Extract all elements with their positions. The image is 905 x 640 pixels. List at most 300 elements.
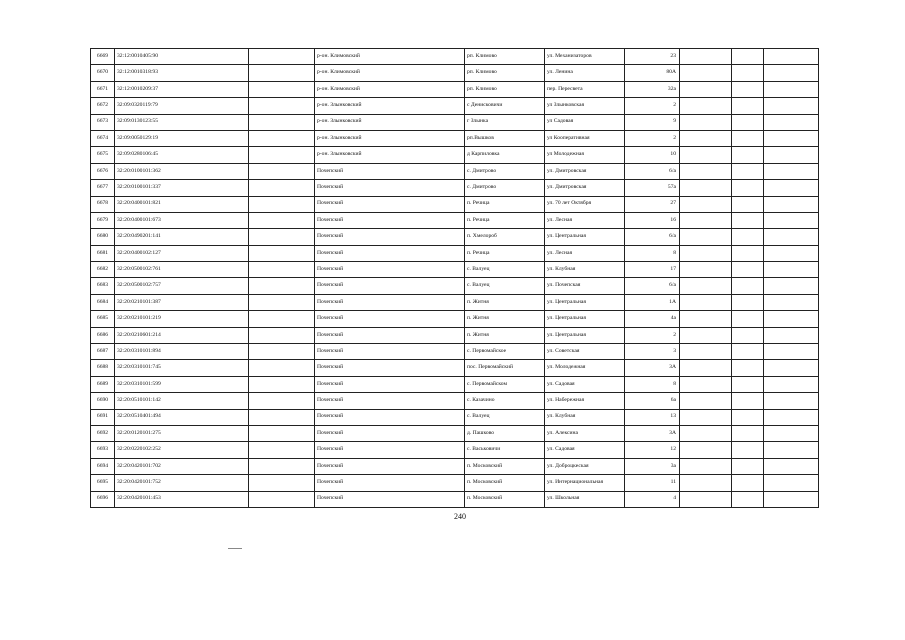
street: ул. Центральная [545,311,625,327]
blank-cell [680,212,732,228]
cadastral-number: 32:20:0120101:275 [115,425,249,441]
street: пер. Пересвета [545,81,625,97]
blank-cell [249,278,315,294]
blank-cell [764,278,819,294]
table-row [91,262,819,278]
blank-cell [732,114,764,130]
house-number: 11 [625,475,680,491]
row-number: 6693 [91,442,115,458]
cadastral-number: 32:20:0310101:599 [115,376,249,392]
cadastral-number: 32:20:0510401:494 [115,409,249,425]
cadastral-number: 32:20:0210601:214 [115,327,249,343]
district: Почепский [315,475,465,491]
cadastral-number: 32:20:0310101:745 [115,360,249,376]
house-number: 4 [625,491,680,507]
row-number: 6696 [91,491,115,507]
table-row [91,475,819,491]
settlement: д. Пашково [465,425,545,441]
table-row [91,491,819,507]
house-number: 2 [625,98,680,114]
house-number: 27 [625,196,680,212]
blank-cell [249,327,315,343]
district: Почепский [315,491,465,507]
blank-cell [680,98,732,114]
district: Почепский [315,458,465,474]
settlement: рп. Климово [465,81,545,97]
blank-cell [249,212,315,228]
blank-cell [764,196,819,212]
house-number: 8 [625,245,680,261]
blank-cell [680,278,732,294]
street: ул. Механизаторов [545,49,625,65]
blank-cell [249,245,315,261]
district: Почепский [315,294,465,310]
cadastral-number: 32:20:0500102:757 [115,278,249,294]
blank-cell [732,327,764,343]
street: ул. Школьная [545,491,625,507]
blank-cell [680,147,732,163]
blank-cell [249,49,315,65]
table-row [91,212,819,228]
row-number: 6684 [91,294,115,310]
blank-cell [732,65,764,81]
district: р-он. Климовский [315,49,465,65]
cadastral-number: 32:20:0100101:337 [115,180,249,196]
row-number: 6676 [91,163,115,179]
street: ул Кооперативная [545,130,625,146]
row-number: 6688 [91,360,115,376]
table-row [91,147,819,163]
district: Почепский [315,262,465,278]
blank-cell [764,294,819,310]
table-row [91,458,819,474]
street: ул. Доброцкеская [545,458,625,474]
settlement: с. Валуец [465,262,545,278]
row-number: 6686 [91,327,115,343]
district: Почепский [315,327,465,343]
settlement: с. Дмитрово [465,180,545,196]
house-number: 2 [625,327,680,343]
blank-cell [680,311,732,327]
blank-cell [764,180,819,196]
district: р-он. Злынковский [315,114,465,130]
blank-cell [680,458,732,474]
blank-cell [732,130,764,146]
district: Почепский [315,393,465,409]
row-number: 6674 [91,130,115,146]
blank-cell [764,262,819,278]
blank-cell [680,425,732,441]
settlement: п. Житня [465,311,545,327]
cadastral-number: 32:20:0400102:127 [115,245,249,261]
house-number: 3 [625,344,680,360]
blank-cell [680,327,732,343]
house-number: 16 [625,212,680,228]
row-number: 6687 [91,344,115,360]
blank-cell [764,393,819,409]
blank-cell [249,409,315,425]
district: Почепский [315,245,465,261]
settlement: рп. Климово [465,65,545,81]
row-number: 6689 [91,376,115,392]
blank-cell [764,245,819,261]
blank-cell [680,360,732,376]
table-row [91,229,819,245]
blank-cell [732,278,764,294]
settlement: с. Первомайское [465,344,545,360]
blank-cell [680,491,732,507]
district: Почепский [315,425,465,441]
street: ул. Лесная [545,212,625,228]
cadastral-number: 32:20:0500102:761 [115,262,249,278]
table-row [91,327,819,343]
page-number: 240 [454,512,466,521]
blank-cell [680,376,732,392]
blank-cell [764,327,819,343]
cadastral-number: 32:20:0210101:219 [115,311,249,327]
settlement: п. Московский [465,475,545,491]
blank-cell [764,344,819,360]
district: Почепский [315,163,465,179]
cadastral-number: 32:20:0210101:387 [115,294,249,310]
cadastral-number: 32:12:0010318:93 [115,65,249,81]
blank-cell [680,262,732,278]
row-number: 6679 [91,212,115,228]
cadastral-number: 32:20:0400101:821 [115,196,249,212]
cadastral-number: 32:20:0220102:252 [115,442,249,458]
blank-cell [680,245,732,261]
cadastral-number: 32:20:0400101:673 [115,212,249,228]
row-number: 6690 [91,393,115,409]
blank-cell [732,311,764,327]
table-row [91,130,819,146]
cadastral-number: 32:09:0050129:19 [115,130,249,146]
blank-cell [732,245,764,261]
blank-cell [732,212,764,228]
district: р-он. Климовский [315,81,465,97]
cadastral-number: 32:09:0130123:55 [115,114,249,130]
house-number: 9 [625,114,680,130]
blank-cell [732,49,764,65]
blank-cell [680,114,732,130]
street: ул. Интернациональная [545,475,625,491]
street: ул. Клубная [545,262,625,278]
house-number: 57а [625,180,680,196]
table-row [91,344,819,360]
street: ул. Ленина [545,65,625,81]
row-number: 6681 [91,245,115,261]
blank-cell [249,376,315,392]
settlement: п. Хмелороб [465,229,545,245]
district: Почепский [315,180,465,196]
cadastral-number: 32:20:0510101:142 [115,393,249,409]
blank-cell [732,229,764,245]
row-number: 6692 [91,425,115,441]
house-number: 1А [625,294,680,310]
house-number: 23 [625,49,680,65]
blank-cell [249,147,315,163]
blank-cell [680,229,732,245]
table-row [91,425,819,441]
blank-cell [249,81,315,97]
settlement: д Карпиловка [465,147,545,163]
house-number: 32а [625,81,680,97]
table-row [91,196,819,212]
blank-cell [732,458,764,474]
house-number: 8 [625,376,680,392]
blank-cell [764,311,819,327]
row-number: 6670 [91,65,115,81]
settlement: рп. Климово [465,49,545,65]
blank-cell [249,491,315,507]
table-row [91,163,819,179]
row-number: 6671 [91,81,115,97]
row-number: 6672 [91,98,115,114]
blank-cell [732,196,764,212]
blank-cell [249,163,315,179]
row-number: 6694 [91,458,115,474]
settlement: п. Речица [465,196,545,212]
blank-cell [764,475,819,491]
blank-cell [680,130,732,146]
settlement: п. Речица [465,212,545,228]
blank-cell [732,262,764,278]
district: Почепский [315,212,465,228]
blank-cell [680,81,732,97]
blank-cell [249,65,315,81]
blank-cell [732,163,764,179]
row-number: 6673 [91,114,115,130]
blank-cell [249,311,315,327]
blank-cell [732,98,764,114]
blank-cell [249,360,315,376]
blank-cell [680,393,732,409]
district: Почепский [315,229,465,245]
blank-cell [764,458,819,474]
row-number: 6677 [91,180,115,196]
settlement: пос. Первомайский [465,360,545,376]
street: ул Молодежная [545,147,625,163]
blank-cell [764,114,819,130]
blank-cell [732,344,764,360]
blank-cell [732,180,764,196]
blank-cell [249,425,315,441]
settlement: с. Первомайском [465,376,545,392]
house-number: 80А [625,65,680,81]
house-number: 6/а [625,278,680,294]
blank-cell [680,344,732,360]
street: ул Злынковская [545,98,625,114]
row-number: 6683 [91,278,115,294]
street: ул. Садовая [545,376,625,392]
cadastral-number: 32:12:0010405:90 [115,49,249,65]
settlement: с. Казачино [465,393,545,409]
district: Почепский [315,278,465,294]
blank-cell [732,147,764,163]
house-number: 6/а [625,229,680,245]
blank-cell [764,98,819,114]
blank-cell [249,458,315,474]
blank-cell [249,229,315,245]
house-number: 12 [625,442,680,458]
blank-cell [764,409,819,425]
house-number: 17 [625,262,680,278]
cadastral-number: 32:09:0280106:45 [115,147,249,163]
table-row [91,294,819,310]
settlement: п. Житня [465,294,545,310]
settlement: рп.Вышков [465,130,545,146]
table-row [91,393,819,409]
street: ул. Почепская [545,278,625,294]
blank-cell [764,442,819,458]
house-number: 6/а [625,163,680,179]
street: ул. Центральная [545,327,625,343]
blank-cell [764,81,819,97]
blank-cell [680,196,732,212]
blank-cell [249,294,315,310]
table-row [91,278,819,294]
blank-cell [249,442,315,458]
blank-cell [680,180,732,196]
blank-cell [732,393,764,409]
street: ул. Клубная [545,409,625,425]
blank-cell [249,393,315,409]
district: Почепский [315,344,465,360]
table-row [91,180,819,196]
table-row [91,409,819,425]
blank-cell [764,425,819,441]
settlement: п. Московский [465,458,545,474]
table-row [91,81,819,97]
cadastral-number: 32:12:0010209:37 [115,81,249,97]
district: Почепский [315,360,465,376]
blank-cell [732,81,764,97]
blank-cell [732,442,764,458]
table-row [91,360,819,376]
table-row [91,65,819,81]
district: Почепский [315,196,465,212]
blank-cell [764,360,819,376]
blank-cell [680,294,732,310]
street: ул. Советская [545,344,625,360]
street: ул. Дмитровская [545,163,625,179]
blank-cell [249,114,315,130]
street: ул. Центральная [545,294,625,310]
blank-cell [764,491,819,507]
blank-cell [732,376,764,392]
cadastral-number: 32:20:0100101:362 [115,163,249,179]
row-number: 6678 [91,196,115,212]
blank-cell [680,442,732,458]
street: ул. Дмитровская [545,180,625,196]
district: Почепский [315,311,465,327]
blank-cell [764,212,819,228]
table-row [91,442,819,458]
row-number: 6669 [91,49,115,65]
blank-cell [764,163,819,179]
settlement: с. Дмитрово [465,163,545,179]
blank-cell [680,163,732,179]
district: Почепский [315,442,465,458]
house-number: 3А [625,360,680,376]
street: ул. Набережная [545,393,625,409]
district: р-он. Злынковский [315,98,465,114]
district: Почепский [315,376,465,392]
district: р-он. Злынковский [315,130,465,146]
house-number: 3а [625,458,680,474]
blank-cell [680,65,732,81]
street: ул. Молодежная [545,360,625,376]
settlement: п. Московский [465,491,545,507]
stray-mark [228,548,242,549]
table-row [91,245,819,261]
blank-cell [732,294,764,310]
district: Почепский [315,409,465,425]
cadastral-number: 32:20:0310101:894 [115,344,249,360]
street: ул. Садовая [545,442,625,458]
cadastral-number: 32:20:0420101:752 [115,475,249,491]
blank-cell [680,409,732,425]
settlement: г Злынка [465,114,545,130]
blank-cell [732,425,764,441]
blank-cell [732,491,764,507]
blank-cell [764,376,819,392]
settlement: п. Речица [465,245,545,261]
house-number: 2 [625,130,680,146]
street: ул. Лесная [545,245,625,261]
table-row [91,49,819,65]
district: р-он. Злынковский [315,147,465,163]
street: ул. Центральная [545,229,625,245]
table-row [91,376,819,392]
blank-cell [764,147,819,163]
table-row [91,98,819,114]
settlement: с. Валуец [465,409,545,425]
house-number: 10 [625,147,680,163]
row-number: 6682 [91,262,115,278]
house-number: 6а [625,393,680,409]
district: р-он. Климовский [315,65,465,81]
house-number: 13 [625,409,680,425]
address-table [90,48,819,508]
blank-cell [680,49,732,65]
blank-cell [732,360,764,376]
cadastral-number: 32:20:0420101:702 [115,458,249,474]
settlement: с. Валуец [465,278,545,294]
blank-cell [249,262,315,278]
settlement: п. Житня [465,327,545,343]
blank-cell [764,65,819,81]
blank-cell [249,98,315,114]
row-number: 6685 [91,311,115,327]
row-number: 6691 [91,409,115,425]
street: ул. 70 лет Октября [545,196,625,212]
blank-cell [249,130,315,146]
blank-cell [732,475,764,491]
blank-cell [764,130,819,146]
blank-cell [764,229,819,245]
settlement: с. Васьковичи [465,442,545,458]
blank-cell [249,344,315,360]
cadastral-number: 32:20:0420101:453 [115,491,249,507]
table-row [91,114,819,130]
table-row [91,311,819,327]
row-number: 6680 [91,229,115,245]
cadastral-number: 32:09:0320119:79 [115,98,249,114]
blank-cell [732,409,764,425]
blank-cell [764,49,819,65]
settlement: с Денисковичи [465,98,545,114]
